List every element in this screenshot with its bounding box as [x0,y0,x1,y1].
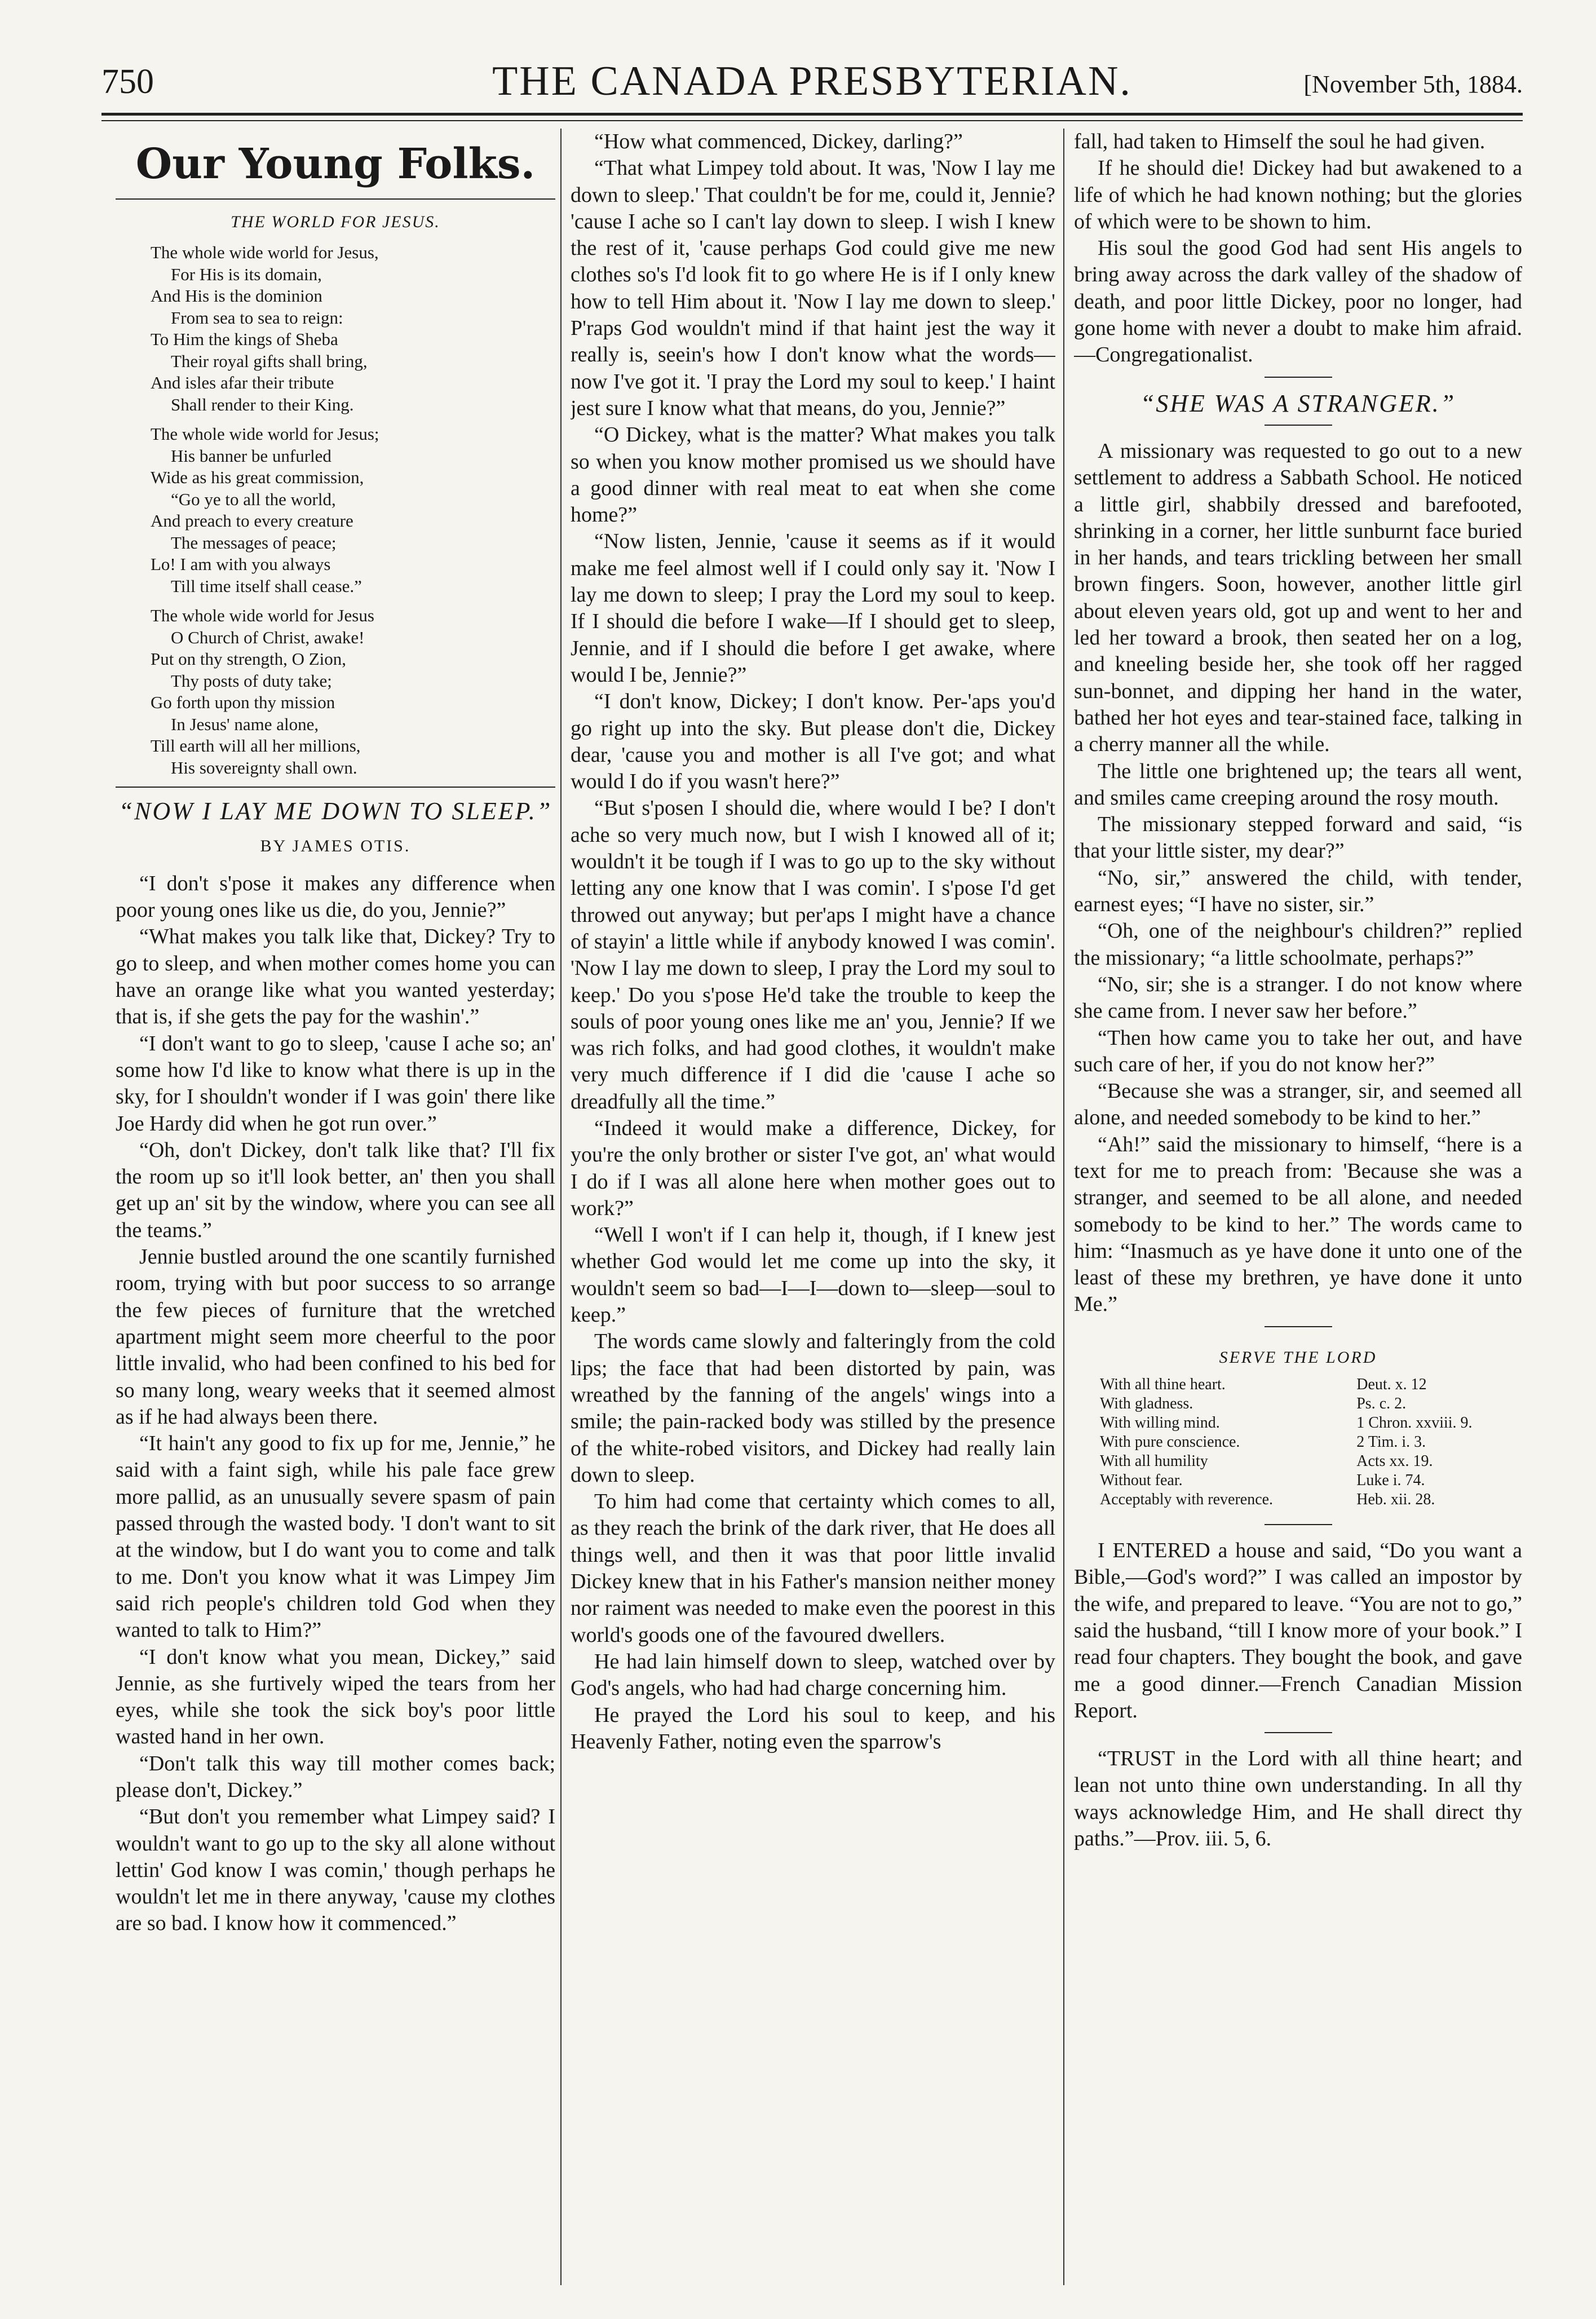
story-paragraph: fall, had taken to Himself the soul he had given. [1074,130,1486,153]
poem-line: And His is the dominion [151,286,322,306]
story-paragraph: “It hain't any good to fix up for me, Jennie,” he said with a faint sigh, while his pale face grew more pallid, as an unusually severe spasm of pain passed through the wasted body. 'I don't want to sit at the window, but I do want you to come and talk to me. Don't you know what it was Limpey Jim said rich people's children told God when they wanted to talk to Him?” [116,1432,555,1642]
poem-line: In Jesus' name alone, [171,714,319,734]
issue-date: [November 5th, 1884. [1303,70,1523,98]
poem-line: “Go ye to all the world, [171,489,336,509]
stranger-paragraph: “Oh, one of the neighbour's children?” replied the missionary; “a little schoolmate, perhaps?” [1074,919,1522,970]
column-divider [560,129,562,2285]
article-rule [1265,1524,1332,1525]
poem-line: The messages of peace; [171,532,337,553]
poem-line: Put on thy strength, O Zion, [151,649,347,669]
bible-paragraph: I ENTERED a house and said, “Do you want a Bible,—God's word?” I was called an impostor by the wife, and prepared to leave. “You are not to go,” said the husband, “till I know more of your book.” I read four chapters. They bought the book, and gave me a good dinner.—French Canadian Mission Report. [1074,1539,1522,1722]
poem-line: And isles afar their tribute [151,373,334,393]
serve-phrase: With gladness. [1100,1395,1193,1413]
story-paragraph: “Oh, don't Dickey, don't talk like that? I'll fix the room up so it'll look better, an' then you shall get up an' sit by the window, where you can see all the teams.” [116,1138,555,1242]
story-paragraph: “O Dickey, what is the matter? What makes you talk so when you know mother promised us we should have a good dinner with real meat to eat when she come home?” [571,423,1055,527]
poem-line: To Him the kings of Sheba [151,329,338,350]
serve-reference: 2 Tim. i. 3. [1356,1433,1426,1451]
serve-reference: Luke i. 74. [1356,1472,1425,1490]
poem-stanza [151,242,555,416]
stranger-title: “SHE WAS A STRANGER.” [1140,389,1456,417]
stranger-paragraph: The missionary stepped forward and said, “is that your little sister, my dear?” [1074,812,1522,863]
serve-table [1074,1375,1522,1509]
serve-reference: Heb. xii. 28. [1356,1491,1435,1509]
serve-phrase: With all thine heart. [1100,1376,1226,1394]
trust-paragraph: “TRUST in the Lord with all thine heart; and lean not unto thine own understanding. In all thy ways acknowledge Him, and He shall direct thy paths.”—Prov. iii. 5, 6. [1074,1747,1522,1851]
stranger-paragraph: “No, sir,” answered the child, with tender, earnest eyes; “I have no sister, sir.” [1074,865,1522,917]
poem-line: Till time itself shall cease.” [171,576,362,596]
header-rule [101,113,1523,116]
column-2 [571,129,1055,2280]
story-paragraph: “Now listen, Jennie, 'cause it seems as if it would make me feel almost well if I could only say it. 'Now I lay me down to sleep; I pray the Lord my soul to keep. If I should die before I wake—If I should get to sleep, Jennie, and if I should die before I get awake, where would I be, Jennie?” [571,529,1055,687]
story-paragraph: “Don't talk this way till mother comes back; please don't, Dickey.” [116,1751,555,1802]
stranger-paragraph: “No, sir; she is a stranger. I do not know where she came from. I never saw her before.” [1074,972,1522,1023]
stranger-paragraph: “Ah!” said the missionary to himself, “here is a text for me to preach from: 'Because she was a stranger, and seemed to be all alone, and needed somebody to be kind to her.” The words came to him: “Inasmuch as ye have done it unto one of the least of these my brethren, ye have done it unto Me.” [1074,1132,1522,1317]
poem-line: The whole wide world for Jesus; [151,424,379,444]
poem-line: Thy posts of duty take; [171,670,332,691]
poem-line: The whole wide world for Jesus [151,606,374,626]
poem-line: Till earth will all her millions, [151,736,361,756]
title-rule [1265,425,1332,426]
table-row [1074,1471,1522,1490]
serve-reference: 1 Chron. xxviii. 9. [1356,1414,1473,1432]
stranger-paragraph: “Then how came you to take her out, and have such care of her, if you do not know her?” [1074,1026,1522,1076]
table-row [1074,1452,1522,1471]
column-3 [1074,129,1522,2280]
article-rule [1265,1732,1332,1733]
story-paragraph: “But s'posen I should die, where would I be? I don't ache so very much now, but I wish I knowed all of it; wouldn't it be tough if I was to go up to the sky without letting any one know that I was comin'. I s'pose I'd get throwed out anyway; but per'aps I might have a chance of stayin' a little while if anybody knowed I was comin'. 'Now I lay me down to sleep, I pray the Lord my soul to keep.' Do you s'pose He'd take the trouble to keep the souls of poor young ones like me an' you, Jennie? If we was rich folks, and had good clothes, it wouldn't make very much difference if I did die 'cause I ache so dreadfully all the time.” [571,796,1055,1114]
stranger-paragraph: “Because she was a stranger, sir, and seemed all alone, and needed somebody to be kind to her.” [1074,1079,1522,1130]
column-1 [116,129,555,2280]
poem-line: For His is its domain, [171,264,322,284]
poem [151,242,555,779]
poem-line: Wide as his great commission, [151,467,364,488]
article-rule [116,787,555,788]
header-rule-thin [101,120,1523,121]
poem-line: His sovereignty shall own. [171,757,357,778]
section-rule [116,198,555,200]
paper-title: THE CANADA PRESBYTERIAN. [492,58,1132,104]
story-byline: BY JAMES OTIS. [260,836,411,855]
table-row [1074,1433,1522,1452]
section-heading: Our Young Folks. [135,140,536,188]
poem-line: Lo! I am with you always [151,554,331,575]
poem-title: THE WORLD FOR JESUS. [231,213,440,231]
story-paragraph: “I don't want to go to sleep, 'cause I ache so; an' some how I'd like to know what there is up in the sky, for I shouldn't wonder if I was goin' there like Joe Hardy did when he got run over.” [116,1031,555,1136]
serve-title: SERVE THE LORD [1219,1348,1377,1367]
serve-reference: Deut. x. 12 [1356,1376,1427,1394]
page-header [101,51,1523,113]
table-row [1074,1414,1522,1433]
story-paragraph: “What makes you talk like that, Dickey? Try to go to sleep, and when mother comes home you can have an orange like what you wanted yesterday; that is, if she gets the pay for the washin'.” [116,925,555,1029]
page-number: 750 [101,63,154,101]
story-paragraph: “I don't know what you mean, Dickey,” said Jennie, as she furtively wiped the tears from her eyes, while she took the sick boy's poor little wasted hand in her own. [116,1645,555,1749]
poem-line: Go forth upon thy mission [151,692,335,713]
poem-line: His banner be unfurled [171,445,331,466]
stranger-paragraph: A missionary was requested to go out to a new settlement to address a Sabbath School. He noticed a little girl, shabbily dressed and barefooted, shrinking in a corner, her little sunburnt face buried in her hands, and tears trickling between her small brown fingers. Soon, however, another little girl about eleven years old, got up and went to her and led her toward a brook, then seated her on a log, and kneeling beside her, she took off her ragged sun-bonnet, and dipping her hand in the water, bathed her hot eyes and tear-stained face, talking in a cherry manner all the while. [1074,439,1522,757]
story-paragraph: “I don't s'pose it makes any difference when poor young ones like us die, do you, Jennie?” [116,871,555,922]
poem-line: The whole wide world for Jesus, [151,242,379,263]
serve-reference: Ps. c. 2. [1356,1395,1407,1413]
story-paragraph: If he should die! Dickey had but awakened to a life of which he had known nothing; but the glories of which were to be shown to him. [1074,156,1522,233]
story-paragraph: The words came slowly and falteringly from the cold lips; the face that had been distorted by pain, was wreathed by the fanning of the angels' wings into a smile; the pain-racked body was stilled by the presence of the white-robed visitors, and Dickey had really lain down to sleep. [571,1329,1055,1487]
poem-line: Shall render to their King. [171,394,354,414]
poem-line: From sea to sea to reign: [171,307,343,328]
table-row [1074,1375,1522,1394]
poem-line: And preach to every creature [151,511,353,531]
serve-phrase: Without fear. [1100,1472,1183,1490]
article-rule [1265,377,1332,378]
poem-line: O Church of Christ, awake! [171,627,365,647]
story-paragraph: “Indeed it would make a difference, Dickey, for you're the only brother or sister I've got, an' what would I do if I was all alone here when mother goes out to work?” [571,1116,1055,1220]
story-paragraph: “How what commenced, Dickey, darling?” [594,130,963,153]
story-paragraph: His soul the good God had sent His angels to bring away across the dark valley of the shadow of death, and poor little Dickey, poor no longer, had gone home with never a doubt to make him afraid.—Congregationalist. [1074,236,1522,367]
stranger-paragraph: The little one brightened up; the tears all went, and smiles came creeping around the rosy mouth. [1074,759,1522,810]
story-paragraph: “Well I won't if I can help it, though, if I knew jest whether God would let me come up into the sky, it wouldn't seem so bad—I—I—down to—sleep—soul to keep.” [571,1223,1055,1327]
serve-phrase: With all humility [1100,1452,1208,1470]
serve-phrase: Acceptably with reverence. [1100,1491,1274,1509]
story-paragraph: “That what Limpey told about. It was, 'Now I lay me down to sleep.' That couldn't be for me, could it, Jennie? 'cause I ache so I can't lay down to sleep. I wish I knew the rest of it, 'cause perhaps God could give me new clothes so's I'd look fit to go where He is if I only knew how to tell Him about it. 'Now I lay me down to sleep.' P'raps God wouldn't mind if that haint jest the way it really is, seein's how I don't know what the words—now I've got it. 'I pray the Lord my soul to keep.' I haint jest sure I know what that means, do you, Jennie?” [571,156,1055,420]
serve-reference: Acts xx. 19. [1356,1452,1433,1470]
story-paragraph: “But don't you remember what Limpey said? I wouldn't want to go up to the sky all alone without lettin' God know I was comin,' though perhaps he wouldn't let me in there anyway, 'cause my clothes are so bad. I know how it commenced.” [116,1805,555,1936]
table-row [1074,1394,1522,1414]
story-paragraph: “I don't know, Dickey; I don't know. Per-'aps you'd go right up into the sky. But please don't die, Dickey dear, 'cause you and mother is all I've got; and what would I do if you wasn't here?” [571,690,1055,794]
article-rule [1265,1326,1332,1327]
story-paragraph: He had lain himself down to sleep, watched over by God's angels, who had had charge concerning him. [571,1649,1055,1700]
story-paragraph: To him had come that certainty which comes to all, as they reach the brink of the dark river, that He does all things well, and then it was that poor little invalid Dickey knew that in his Father's mansion neither money nor raiment was needed to make even the poorest in this world's goods one of the favoured dwellers. [571,1490,1055,1647]
poem-line: Their royal gifts shall bring, [171,351,368,371]
table-row [1074,1490,1522,1509]
story-paragraph: Jennie bustled around the one scantily furnished room, trying with but poor success to so arrange the few pieces of furniture that the wretched apartment might seem more cheerful to the poor little invalid, who had been confined to his bed for so many long, weary weeks that it seemed almost as if he had always been there. [116,1245,555,1429]
poem-stanza [151,605,555,779]
serve-phrase: With willing mind. [1100,1414,1220,1432]
poem-stanza [151,423,555,597]
column-divider [1063,129,1064,2285]
story-paragraph: He prayed the Lord his soul to keep, and his Heavenly Father, noting even the sparrow's [571,1703,1055,1753]
story-title: “NOW I LAY ME DOWN TO SLEEP.” [118,797,552,825]
serve-phrase: With pure conscience. [1100,1433,1240,1451]
